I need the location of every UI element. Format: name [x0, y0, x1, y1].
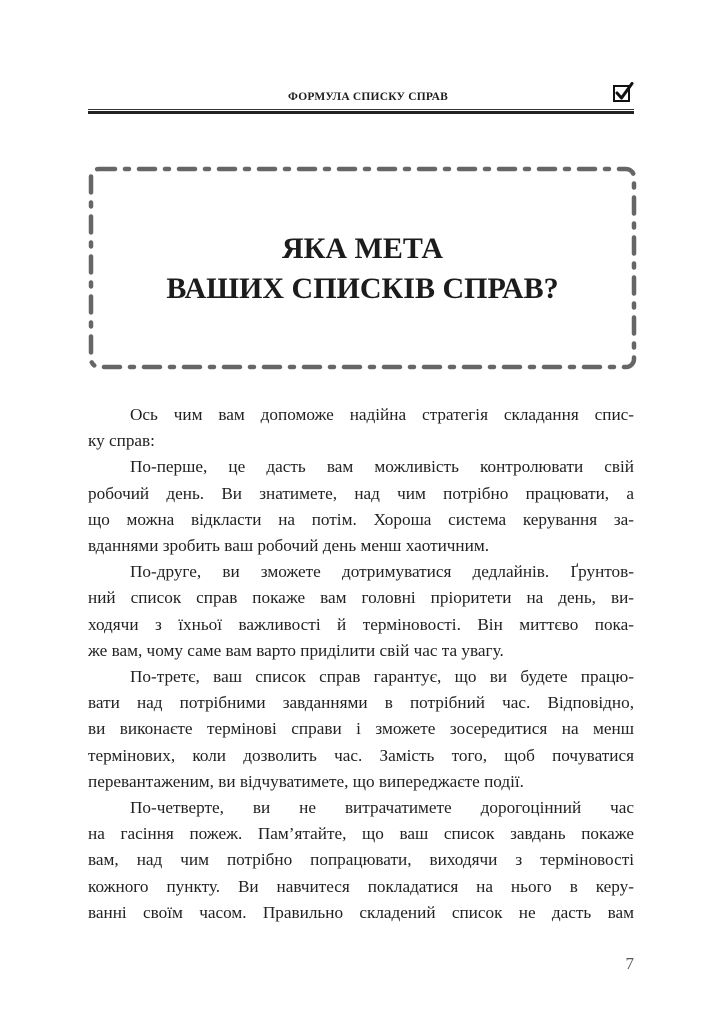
text-line: робочий день. Ви знатимете, над чим потрібно працювати, а — [88, 483, 634, 503]
running-header — [88, 82, 634, 110]
text-line: По-третє, ваш список справ гарантує, що ви будете працю- — [130, 667, 634, 687]
chapter-title-line: ВАШИХ СПИСКІВ СПРАВ? — [166, 272, 559, 305]
text-line: Ось чим вам допоможе надійна стратегія складання спис- — [130, 405, 634, 424]
text-line: По-четверте, ви не витрачатимете дорогоцінний час — [130, 798, 634, 818]
chapter-title-box — [88, 166, 637, 370]
text-line: По-друге, ви зможете дотримуватися дедлайнів. Ґрунтов- — [130, 562, 634, 582]
text-line: кожного пункту. Ви навчитеся покладатися на нього в керу- — [88, 876, 634, 896]
text-line: ку справ: — [88, 431, 155, 451]
text-line: вам, над чим потрібно попрацювати, виходячи з терміновості — [88, 850, 634, 870]
text-line: перевантаженим, ви відчуватимете, що випереджаєте події. — [88, 771, 524, 791]
page-number: 7 — [625, 954, 634, 973]
chapter-title — [88, 229, 637, 309]
text-line: вати над потрібними завданнями в потрібний час. Відповідно, — [88, 693, 634, 713]
body-text — [88, 402, 634, 926]
text-line: же вам, чому саме вам варто приділити свій час та увагу. — [88, 640, 504, 660]
header-rule-thick — [88, 111, 634, 114]
chapter-title-line: ЯКА МЕТА — [281, 232, 444, 265]
text-line: термінових, коли дозволить час. Замість того, щоб почуватися — [88, 745, 634, 765]
text-line: вданнями зробить ваш робочий день менш хаотичним. — [88, 536, 489, 556]
text-line: що можна відкласти на потім. Хороша система керування за- — [88, 509, 634, 529]
text-line: ванні своїм часом. Правильно складений список не дасть вам — [88, 902, 634, 922]
text-line: ходячи з їхньої важливості й терміновості. Він миттєво пока- — [88, 614, 634, 634]
checkbox-checked-icon — [612, 82, 634, 104]
text-line: ви виконаєте термінові справи і зможете зосередитися на менш — [88, 719, 634, 739]
running-header-title: ФОРМУЛА СПИСКУ СПРАВ — [288, 91, 448, 103]
header-rule-thin — [88, 109, 634, 110]
text-line: По-перше, це дасть вам можливість контролювати свій — [130, 457, 634, 477]
text-line: ний список справ покаже вам головні пріоритети на день, ви- — [88, 588, 634, 608]
text-line: на гасіння пожеж. Пам’ятайте, що ваш список завдань покаже — [88, 824, 634, 844]
